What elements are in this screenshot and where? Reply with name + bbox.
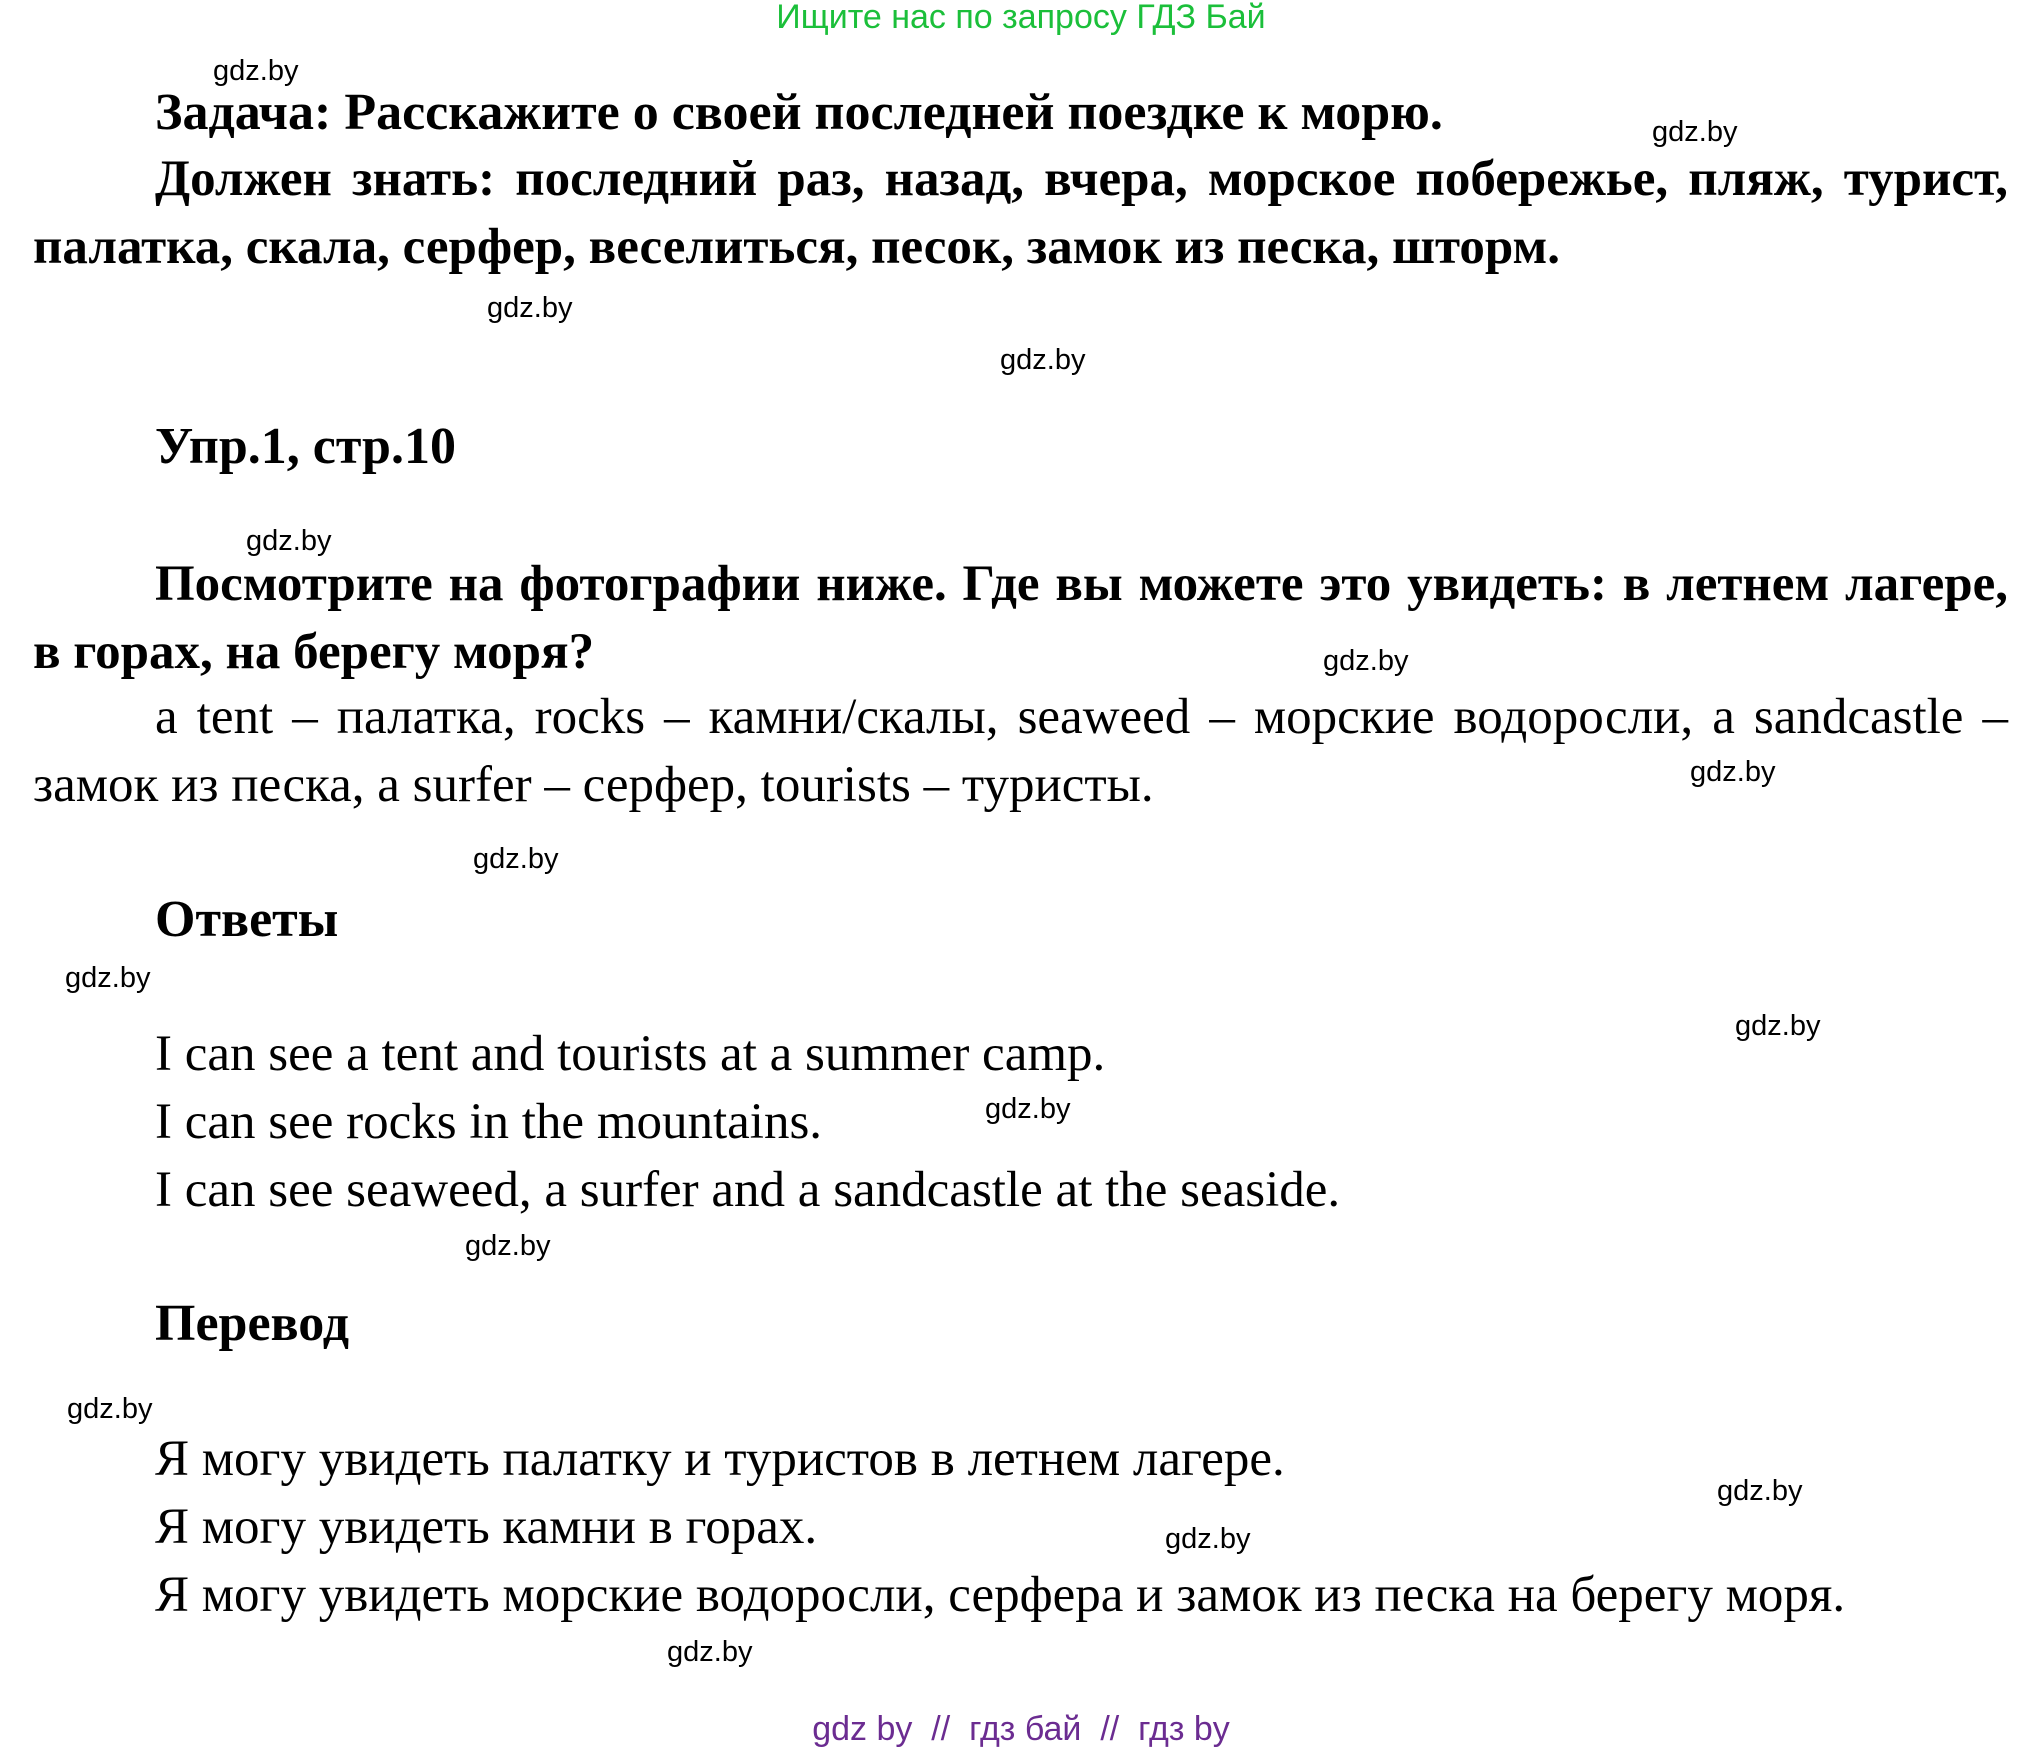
task-line: Задача: Расскажите о своей последней поездке к морю. — [155, 84, 1443, 141]
watermark: gdz.by — [1323, 645, 1409, 677]
watermark: gdz.by — [65, 962, 151, 994]
must-know-paragraph: Должен знать: последний раз, назад, вчера, морское побережье, пляж, турист, палатка, скала, серфер, веселиться, песок, замок из песка, шторм. — [33, 151, 2008, 275]
watermark: gdz.by — [1165, 1523, 1251, 1555]
watermark: gdz.by — [1690, 756, 1776, 788]
watermark: gdz.by — [465, 1230, 551, 1262]
instruction-paragraph: Посмотрите на фотографии ниже. Где вы можете это увидеть: в летнем лагере, в горах, на берегу моря? — [33, 556, 2008, 680]
footer-links: gdz by // гдз бай // гдз by — [812, 1710, 1230, 1748]
vocabulary-paragraph: a tent – палатка, rocks – камни/скалы, seaweed – морские водоросли, a sandcastle – замок из песка, a surfer – серфер, tourists – туристы. — [33, 689, 2008, 813]
answers-heading: Ответы — [155, 891, 339, 948]
translation-line: Я могу увидеть камни в горах. — [155, 1499, 818, 1555]
translation-line: Я могу увидеть палатку и туристов в летнем лагере. — [155, 1431, 1285, 1487]
watermark: gdz.by — [67, 1393, 153, 1425]
watermark: gdz.by — [213, 55, 299, 87]
answer-line: I can see rocks in the mountains. — [155, 1094, 823, 1150]
watermark: gdz.by — [473, 843, 559, 875]
exercise-title: Упр.1, стр.10 — [155, 418, 456, 475]
watermark: gdz.by — [487, 292, 573, 324]
translation-heading: Перевод — [155, 1295, 350, 1352]
watermark: gdz.by — [1717, 1475, 1803, 1507]
top-banner: Ищите нас по запросу ГДЗ Бай — [776, 0, 1266, 36]
watermark: gdz.by — [1000, 344, 1086, 376]
watermark: gdz.by — [985, 1093, 1071, 1125]
answer-line: I can see a tent and tourists at a summer camp. — [155, 1026, 1106, 1082]
watermark: gdz.by — [667, 1636, 753, 1668]
watermark: gdz.by — [1735, 1010, 1821, 1042]
watermark: gdz.by — [246, 525, 332, 557]
answer-line: I can see seaweed, a surfer and a sandcastle at the seaside. — [155, 1162, 1341, 1218]
translation-line: Я могу увидеть морские водоросли, серфера и замок из песка на берегу моря. — [155, 1567, 1846, 1623]
watermark: gdz.by — [1652, 116, 1738, 148]
